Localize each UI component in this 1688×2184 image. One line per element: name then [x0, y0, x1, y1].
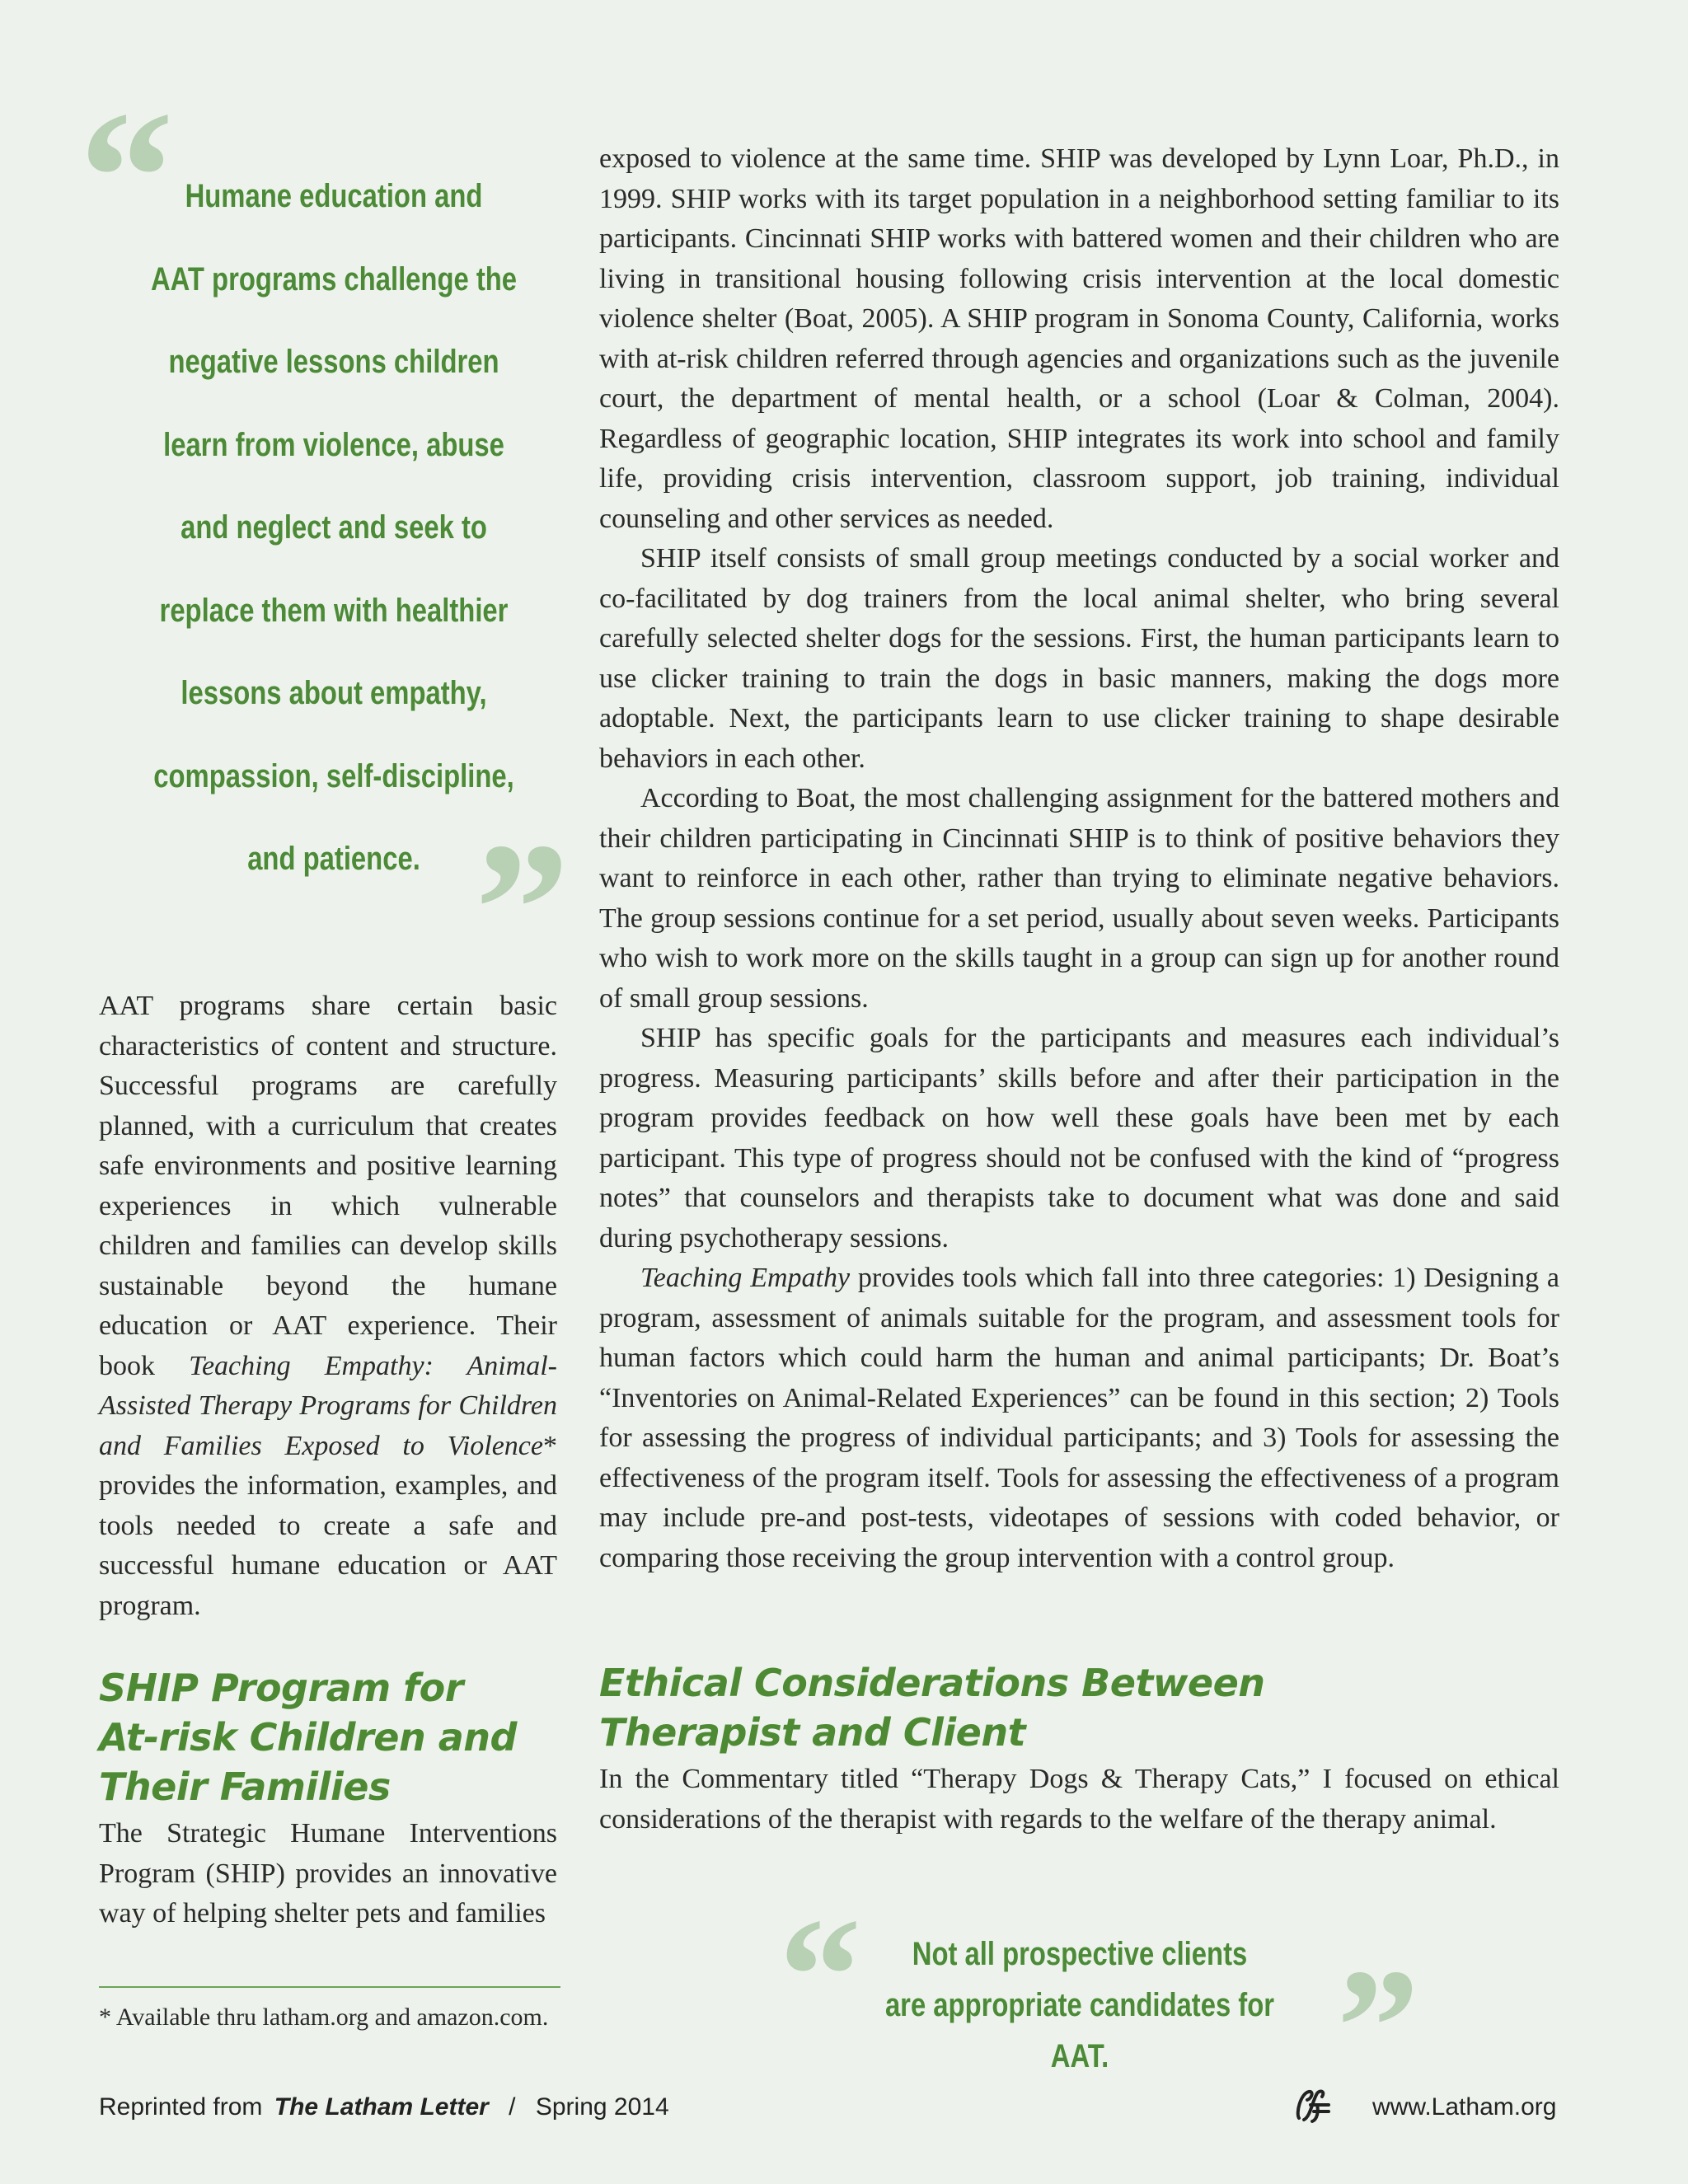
- ship-goals-paragraph: SHIP has specific goals for the participants and measures each individual’s progress. Measuring participants’ skills before and after their participation in the program provides feedback on how well these goals have been met by each participant. This type of progress should not be confused with the kind of “progress notes” that counselors and therapists take to document what was done and said during psychotherapy sessions.: [599, 1023, 1559, 1254]
- pullquote-empathy: [141, 155, 526, 901]
- teaching-empathy-paragraph: Teaching Empathy provides tools which fall into three categories: 1) Designing a program, assessment of animals suitable for the program, and assessment tools for human factors which could harm the human and animal participants; Dr. Boat’s “Inventories on Animal-Related Experiences” can be found in this section; 2) Tools for assessing the progress of individual participants; and 3) Tools for assessing the effectiveness of the program itself. Tools for assessing the effectiveness of a program may include pre-and post-tests, videotapes of sessions with coded behavior, or comparing those receiving the group intervention with a control group.: [599, 1263, 1559, 1573]
- pullquote-line: replace them with healthier: [159, 592, 509, 629]
- pullquote-line: AAT programs challenge the: [150, 260, 518, 298]
- ethical-heading: Ethical Considerations Between Therapist and Client: [599, 1661, 1265, 1755]
- pullquote-line: Not all prospective clients: [912, 1936, 1248, 1972]
- website-link[interactable]: www.Latham.org: [1372, 2093, 1557, 2121]
- pullquote-line: learn from violence, abuse: [163, 426, 504, 463]
- ship-intro-paragraph: The Strategic Humane Interventions Program (SHIP) provides an innovative way of helping shelter pets and families: [99, 1818, 557, 1929]
- pullquote-clients: [856, 1929, 1302, 2082]
- pullquote-line: are appropriate candidates for AAT.: [884, 1987, 1275, 2074]
- latham-logo-icon: [1292, 2087, 1335, 2126]
- publication-name: The Latham Letter: [274, 2093, 489, 2121]
- boat-paragraph: According to Boat, the most challenging assignment for the battered mothers and their children participating in Cincinnati SHIP is to think of positive behaviors they want to reinforce in each other, rather than trying to eliminate negative behaviors. The group sessions continue for a set period, usually about seven weeks. Participants who wish to work more on the skills taught in a group can sign up for another round of small group sessions.: [599, 783, 1559, 1014]
- ship-meetings-paragraph: SHIP itself consists of small group meetings conducted by a social worker and co-facilitated by dog trainers from the local animal shelter, who bring several carefully selected shelter dogs for the sessions. First, the human participants learn to use clicker training to train the dogs in basic manners, making the dogs more adoptable. Next, the participants learn to use clicker training to shape desirable behaviors in each other.: [599, 543, 1559, 774]
- pullquote-line: lessons about empathy,: [181, 675, 487, 711]
- pullquote-line: and patience.: [247, 841, 420, 877]
- pullquote-line: negative lessons children: [168, 344, 499, 380]
- pullquote-line: Humane education and: [185, 178, 483, 214]
- pullquote-line: compassion, self-discipline,: [153, 757, 514, 794]
- ship-history-paragraph: exposed to violence at the same time. SHIP was developed by Lynn Loar, Ph.D., in 1999. SHIP works with its target population in a neighborhood setting familiar to its participants. Cincinnati SHIP works with battered women and their children who are living in transitional housing following crisis intervention at the local domestic violence shelter (Boat, 2005). A SHIP program in Sonoma County, California, works with at-risk children referred through agencies and organizations such as the juvenile court, the department of mental health, or a school (Loar & Colman, 2004). Regardless of geographic location, SHIP integrates its work into school and family life, providing crisis intervention, classroom support, job training, individual counseling and other services as needed.: [599, 143, 1559, 534]
- close-quote-mark: ”: [1337, 1936, 1419, 2118]
- aat-paragraph: AAT programs share certain basic characteristics of content and structure. Successful programs are carefully planned, with a curriculum that creates safe environments and positive learning experiences in which vulnerable children and families can develop skills sustainable beyond the humane education or AAT experience. Their book Teaching Empathy: Animal-Assisted Therapy Programs for Children and Families Exposed to Violence* provides the information, examples, and tools needed to create a safe and successful humane education or AAT program.: [99, 991, 557, 1621]
- right-column: [599, 139, 1559, 1578]
- footnote: * Available thru latham.org and amazon.com.: [99, 2004, 549, 2031]
- close-quote-mark: ”: [475, 804, 570, 1014]
- left-column: [99, 987, 557, 1626]
- pullquote-line: and neglect and seek to: [181, 509, 487, 546]
- book-title: Teaching Empathy: Animal-Assisted Therapy Programs for Children and Families Exposed to Violence: [99, 1350, 557, 1461]
- issue-date: Spring 2014: [535, 2093, 669, 2121]
- footer-credit: Reprinted from The Latham Letter / Spring 2014: [99, 2093, 669, 2121]
- open-quote-mark: “: [779, 1885, 861, 2067]
- footnote-divider: [99, 1986, 560, 1988]
- open-quote-mark: “: [79, 72, 174, 282]
- book-title: Teaching Empathy: [640, 1263, 851, 1293]
- ethical-paragraph: In the Commentary titled “Therapy Dogs & Therapy Cats,” I focused on ethical considerations of the therapist with regards to the welfare of the therapy animal.: [599, 1764, 1559, 1835]
- ship-heading: SHIP Program for At-risk Children and Their Families: [99, 1666, 517, 1809]
